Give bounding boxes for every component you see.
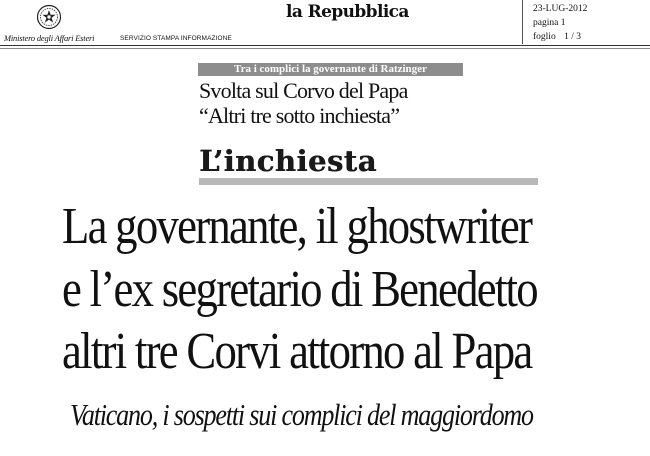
section-tag: L’inchiesta [199, 144, 377, 178]
header-divider [522, 0, 523, 44]
clipping-meta [533, 2, 587, 44]
subhead-line-2: “Altri tre sotto inchiesta” [199, 103, 400, 128]
page-info [533, 16, 587, 30]
page-number: 1 [560, 18, 566, 28]
sheet-info [533, 30, 587, 44]
header-rule [0, 45, 650, 46]
republic-emblem-icon [36, 4, 62, 30]
newspaper-masthead: la Repubblica [286, 2, 409, 22]
subhead-line-1: Svolta sul Corvo del Papa [199, 78, 408, 103]
clipping-date: 23-LUG-2012 [533, 4, 588, 14]
headline-line-2: e l’ex segretario di Benedetto [62, 261, 537, 318]
sheet-number: 1 / 3 [564, 32, 581, 42]
clipping-header [0, 0, 650, 50]
headline-line-3: altri tre Corvi attorno al Papa [62, 323, 532, 380]
section-tag-underline [199, 178, 538, 185]
header-rule-secondary [0, 48, 650, 49]
headline-line-1: La governante, il ghostwriter [62, 198, 532, 255]
page-label: pagina [533, 18, 559, 28]
article-kicker: Tra i complici la governante di Ratzinger [198, 63, 463, 76]
press-service-label: SERVIZIO STAMPA INFORMAZIONE [120, 35, 232, 42]
article-summary: Vaticano, i sospetti sui complici del maggiordomo [70, 397, 533, 432]
sheet-label: foglio [533, 32, 556, 42]
ministry-name: Ministero degli Affari Esteri [4, 33, 95, 43]
